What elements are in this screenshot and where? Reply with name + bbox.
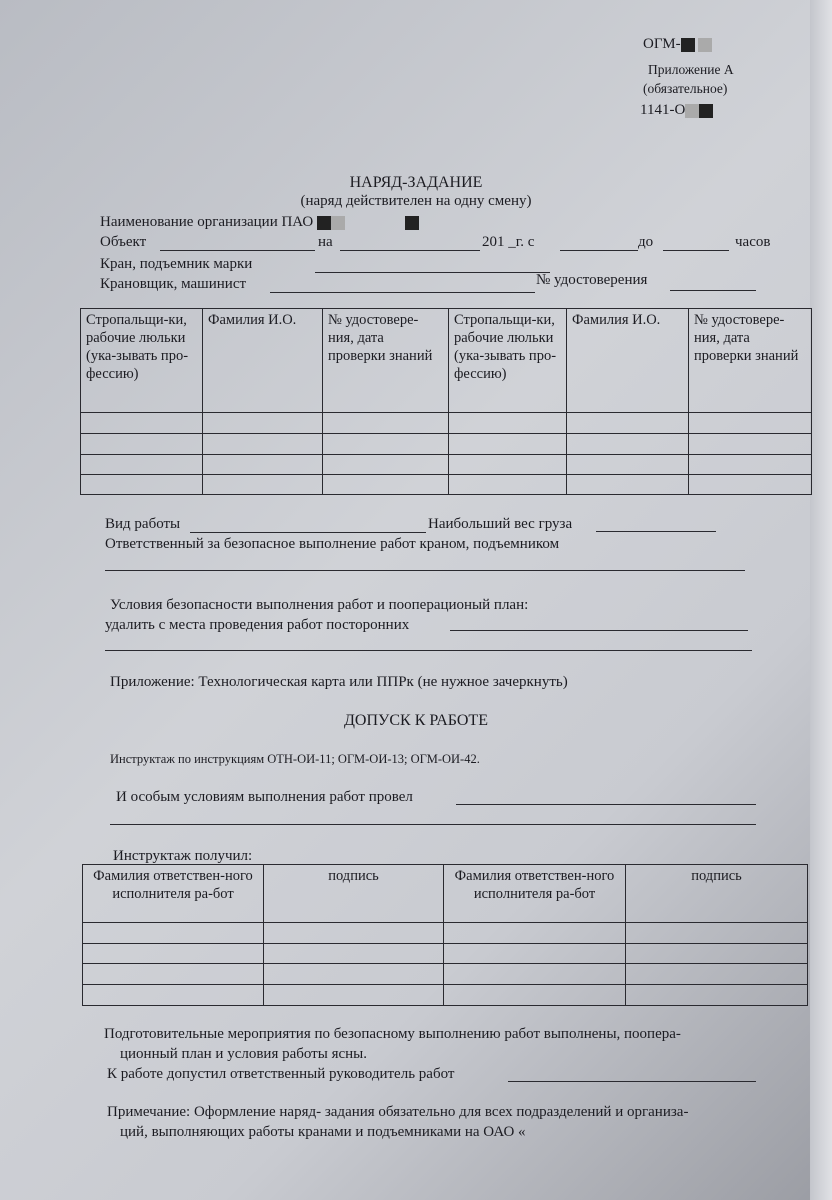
cert-blank[interactable]	[670, 290, 756, 291]
riggers-table	[80, 308, 812, 495]
redaction	[699, 104, 713, 118]
special-blank-2[interactable]	[110, 824, 756, 825]
table-row[interactable]	[81, 413, 812, 434]
table-row[interactable]	[83, 944, 808, 964]
note-line2: ций, выполняющих работы кранами и подъемниками на ОАО «	[120, 1124, 526, 1140]
hours-label: часов	[735, 234, 771, 250]
table-row[interactable]	[83, 985, 808, 1006]
max-weight-blank[interactable]	[596, 531, 716, 532]
max-weight-label: Наибольший вес груза	[428, 516, 573, 532]
work-type-label: Вид работы	[105, 516, 181, 532]
prep-line2: ционный план и условия работы ясны.	[120, 1046, 367, 1062]
briefing-text: Инструктаж по инструкциям ОТН-ОИ-11; ОГМ-ОИ-13; ОГМ-ОИ-42.	[110, 752, 480, 766]
header-cell: Стропальщи-ки, рабочие люльки (ука-зывать про-фессию)	[449, 309, 567, 413]
note-line1: Примечание: Оформление наряд- задания обязательно для всех подразделений и организа-	[107, 1104, 689, 1120]
special-label: И особым условиям выполнения работ провел	[116, 789, 413, 805]
table-row[interactable]	[81, 434, 812, 455]
header-cell: № удостовере-ния, дата проверки знаний	[689, 309, 812, 413]
responsible-label: Ответственный за безопасное выполнение работ краном, подъемником	[105, 536, 560, 552]
responsible-blank[interactable]	[105, 570, 745, 571]
doc-title: НАРЯД-ЗАДАНИЕ	[349, 174, 483, 191]
date-blank[interactable]	[340, 250, 480, 251]
admission-title: ДОПУСК К РАБОТЕ	[344, 712, 488, 729]
header-cell: Фамилия ответствен-ного исполнителя ра-бот	[83, 865, 264, 923]
table-row[interactable]	[83, 923, 808, 944]
safety-line2: удалить с места проведения работ посторонних	[105, 617, 410, 633]
object-blank[interactable]	[160, 250, 315, 251]
doc-number	[640, 102, 713, 119]
org-label: Наименование организации ПАО	[100, 214, 314, 230]
header-cell: подпись	[626, 865, 808, 923]
header-cell: № удостовере-ния, дата проверки знаний	[323, 309, 449, 413]
to-label: до	[638, 234, 654, 250]
header-cell: Фамилия И.О.	[567, 309, 689, 413]
redaction	[681, 38, 695, 52]
table-row[interactable]	[81, 455, 812, 475]
year-label: 201 _г. с	[482, 234, 535, 250]
mandatory-label: (обязательное)	[643, 81, 728, 96]
header-cell: Фамилия И.О.	[203, 309, 323, 413]
received-label: Инструктаж получил:	[113, 848, 253, 864]
cert-label: № удостоверения	[536, 272, 648, 288]
object-label: Объект	[100, 234, 147, 250]
code-text: 1141-О	[640, 102, 686, 118]
safety-blank-2[interactable]	[105, 650, 752, 651]
appendix-label: Приложение А	[648, 62, 734, 77]
briefing-table	[82, 864, 808, 1006]
redaction	[685, 104, 699, 118]
attachment-text: Приложение: Технологическая карта или ППРк (не нужное зачеркнуть)	[110, 674, 568, 690]
doc-code	[643, 36, 712, 53]
table-row[interactable]	[81, 475, 812, 495]
header-cell: подпись	[264, 865, 444, 923]
prep-line3: К работе допустил ответственный руководитель работ	[107, 1066, 455, 1082]
from-blank[interactable]	[560, 250, 638, 251]
work-type-blank[interactable]	[190, 532, 426, 533]
org-field	[100, 214, 419, 231]
operator-label: Крановщик, машинист	[100, 276, 247, 292]
to-blank[interactable]	[663, 250, 729, 251]
supervisor-blank[interactable]	[508, 1081, 756, 1082]
redaction	[698, 38, 712, 52]
redaction	[331, 216, 345, 230]
redaction	[405, 216, 419, 230]
safety-blank[interactable]	[450, 630, 748, 631]
header-cell: Стропальщи-ки, рабочие люльки (ука-зывать про-фессию)	[81, 309, 203, 413]
crane-label: Кран, подъемник марки	[100, 256, 253, 272]
doc-subtitle: (наряд действителен на одну смену)	[300, 193, 532, 209]
on-label: на	[318, 234, 333, 250]
code-text: ОГМ-	[643, 36, 681, 52]
crane-blank[interactable]	[315, 272, 550, 273]
prep-line1: Подготовительные мероприятия по безопасному выполнению работ выполнены, поопера-	[104, 1026, 681, 1042]
operator-blank[interactable]	[270, 292, 535, 293]
safety-line1: Условия безопасности выполнения работ и пооперационый план:	[110, 597, 529, 613]
special-blank[interactable]	[456, 804, 756, 805]
redaction	[317, 216, 331, 230]
header-cell: Фамилия ответствен-ного исполнителя ра-бот	[444, 865, 626, 923]
table-row[interactable]	[83, 964, 808, 985]
